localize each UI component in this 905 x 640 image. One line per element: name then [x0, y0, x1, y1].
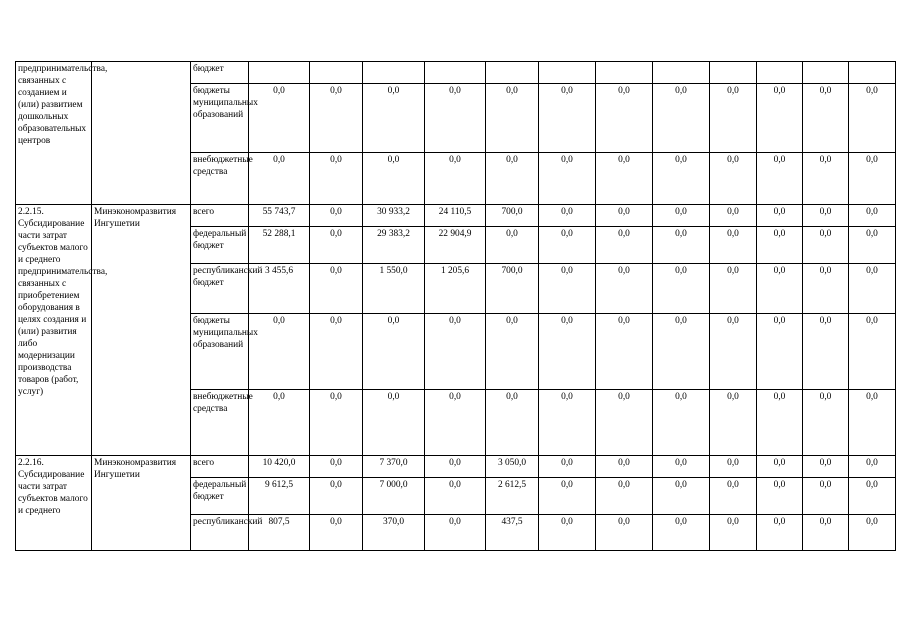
- amount-cell: 0,0: [425, 153, 486, 205]
- amount-cell: 0,0: [849, 456, 896, 478]
- amount-cell: 0,0: [249, 84, 310, 153]
- funding-source-cell: внебюджетные средства: [191, 153, 249, 205]
- amount-cell: 2 612,5: [486, 478, 539, 515]
- funding-source-cell: всего: [191, 205, 249, 227]
- amount-cell: 0,0: [539, 264, 596, 314]
- funding-source-cell: бюджет: [191, 62, 249, 84]
- amount-cell: 0,0: [596, 390, 653, 456]
- amount-cell: 0,0: [757, 264, 803, 314]
- amount-cell: 0,0: [710, 515, 757, 551]
- amount-cell: 0,0: [757, 84, 803, 153]
- amount-cell: 0,0: [596, 515, 653, 551]
- amount-cell: 0,0: [653, 314, 710, 390]
- funding-source-cell: внебюджетные средства: [191, 390, 249, 456]
- amount-cell: 0,0: [849, 264, 896, 314]
- amount-cell: 0,0: [539, 515, 596, 551]
- amount-cell: 0,0: [539, 153, 596, 205]
- amount-cell: [363, 62, 425, 84]
- amount-cell: 0,0: [596, 205, 653, 227]
- amount-cell: 0,0: [425, 515, 486, 551]
- amount-cell: 0,0: [425, 314, 486, 390]
- amount-cell: 0,0: [849, 390, 896, 456]
- funding-source-cell: бюджеты муниципальных образований: [191, 84, 249, 153]
- amount-cell: 30 933,2: [363, 205, 425, 227]
- amount-cell: 0,0: [596, 84, 653, 153]
- amount-cell: 0,0: [539, 456, 596, 478]
- measure-name-cell: 2.2.15. Субсидирование части затрат субъектов малого и среднего предпринимательства, связанных с приобретением оборудования в целях создания и (или) развития либо модернизации производства товаров (работ, услуг): [16, 205, 92, 456]
- amount-cell: [539, 62, 596, 84]
- funding-source-cell: республиканский: [191, 515, 249, 551]
- funding-source-cell: федеральный бюджет: [191, 478, 249, 515]
- amount-cell: 7 000,0: [363, 478, 425, 515]
- amount-cell: 0,0: [596, 478, 653, 515]
- table-row: [16, 205, 896, 227]
- amount-cell: 0,0: [539, 314, 596, 390]
- amount-cell: 0,0: [310, 456, 363, 478]
- amount-cell: 0,0: [249, 153, 310, 205]
- amount-cell: 22 904,9: [425, 227, 486, 264]
- amount-cell: 0,0: [849, 84, 896, 153]
- amount-cell: [596, 62, 653, 84]
- amount-cell: 0,0: [803, 84, 849, 153]
- executor-cell: [92, 62, 191, 205]
- amount-cell: 1 550,0: [363, 264, 425, 314]
- amount-cell: [249, 62, 310, 84]
- amount-cell: 0,0: [757, 456, 803, 478]
- amount-cell: 0,0: [757, 227, 803, 264]
- amount-cell: 0,0: [849, 478, 896, 515]
- amount-cell: 700,0: [486, 205, 539, 227]
- amount-cell: 0,0: [653, 153, 710, 205]
- amount-cell: 3 455,6: [249, 264, 310, 314]
- amount-cell: 0,0: [849, 314, 896, 390]
- amount-cell: 7 370,0: [363, 456, 425, 478]
- amount-cell: 0,0: [486, 227, 539, 264]
- amount-cell: 0,0: [757, 153, 803, 205]
- amount-cell: 0,0: [539, 390, 596, 456]
- amount-cell: 3 050,0: [486, 456, 539, 478]
- amount-cell: 0,0: [596, 153, 653, 205]
- amount-cell: 0,0: [310, 264, 363, 314]
- amount-cell: 10 420,0: [249, 456, 310, 478]
- table-body: [16, 62, 896, 551]
- amount-cell: 0,0: [310, 227, 363, 264]
- amount-cell: 0,0: [653, 205, 710, 227]
- amount-cell: 0,0: [310, 390, 363, 456]
- amount-cell: [710, 62, 757, 84]
- amount-cell: [486, 62, 539, 84]
- amount-cell: 0,0: [849, 227, 896, 264]
- funding-source-cell: бюджеты муниципальных образований: [191, 314, 249, 390]
- amount-cell: 0,0: [425, 84, 486, 153]
- amount-cell: 0,0: [803, 515, 849, 551]
- amount-cell: 0,0: [363, 314, 425, 390]
- table-row: [16, 456, 896, 478]
- amount-cell: 0,0: [710, 84, 757, 153]
- amount-cell: 0,0: [803, 264, 849, 314]
- amount-cell: [425, 62, 486, 84]
- amount-cell: 0,0: [486, 390, 539, 456]
- funding-source-cell: федеральный бюджет: [191, 227, 249, 264]
- executor-cell: Минэкономразвития Ингушетии: [92, 205, 191, 456]
- table-row: [16, 62, 896, 84]
- funding-source-cell: всего: [191, 456, 249, 478]
- amount-cell: 0,0: [757, 390, 803, 456]
- amount-cell: 0,0: [757, 314, 803, 390]
- amount-cell: 0,0: [803, 153, 849, 205]
- amount-cell: 370,0: [363, 515, 425, 551]
- amount-cell: 0,0: [757, 478, 803, 515]
- amount-cell: 807,5: [249, 515, 310, 551]
- amount-cell: 0,0: [310, 478, 363, 515]
- amount-cell: 0,0: [310, 153, 363, 205]
- amount-cell: 0,0: [249, 314, 310, 390]
- amount-cell: 0,0: [653, 264, 710, 314]
- amount-cell: 0,0: [803, 456, 849, 478]
- amount-cell: 9 612,5: [249, 478, 310, 515]
- amount-cell: 0,0: [596, 314, 653, 390]
- amount-cell: 52 288,1: [249, 227, 310, 264]
- amount-cell: 0,0: [363, 153, 425, 205]
- amount-cell: 0,0: [596, 227, 653, 264]
- amount-cell: 0,0: [710, 153, 757, 205]
- amount-cell: 24 110,5: [425, 205, 486, 227]
- amount-cell: 0,0: [653, 227, 710, 264]
- amount-cell: 0,0: [363, 84, 425, 153]
- amount-cell: [849, 62, 896, 84]
- amount-cell: 0,0: [310, 515, 363, 551]
- amount-cell: [757, 62, 803, 84]
- amount-cell: 0,0: [710, 205, 757, 227]
- amount-cell: 0,0: [425, 478, 486, 515]
- amount-cell: 0,0: [653, 478, 710, 515]
- amount-cell: 0,0: [757, 205, 803, 227]
- amount-cell: 0,0: [486, 153, 539, 205]
- amount-cell: 0,0: [363, 390, 425, 456]
- amount-cell: 700,0: [486, 264, 539, 314]
- amount-cell: [310, 62, 363, 84]
- funding-source-cell: республиканский бюджет: [191, 264, 249, 314]
- amount-cell: 0,0: [710, 227, 757, 264]
- amount-cell: 55 743,7: [249, 205, 310, 227]
- amount-cell: 0,0: [710, 314, 757, 390]
- budget-table: [15, 61, 896, 551]
- amount-cell: [653, 62, 710, 84]
- amount-cell: 0,0: [803, 205, 849, 227]
- amount-cell: 0,0: [539, 227, 596, 264]
- amount-cell: 29 383,2: [363, 227, 425, 264]
- measure-name-cell: предпринимательства, связанных с созданием и (или) развитием дошкольных образовательных центров: [16, 62, 92, 205]
- amount-cell: 0,0: [710, 264, 757, 314]
- amount-cell: 0,0: [710, 390, 757, 456]
- amount-cell: 0,0: [803, 390, 849, 456]
- amount-cell: 0,0: [310, 205, 363, 227]
- amount-cell: 0,0: [539, 84, 596, 153]
- amount-cell: 0,0: [596, 456, 653, 478]
- amount-cell: 1 205,6: [425, 264, 486, 314]
- amount-cell: 0,0: [539, 205, 596, 227]
- amount-cell: 0,0: [425, 456, 486, 478]
- amount-cell: 0,0: [710, 456, 757, 478]
- amount-cell: 0,0: [803, 227, 849, 264]
- amount-cell: 0,0: [486, 314, 539, 390]
- amount-cell: 437,5: [486, 515, 539, 551]
- amount-cell: 0,0: [849, 515, 896, 551]
- amount-cell: 0,0: [310, 314, 363, 390]
- amount-cell: 0,0: [653, 84, 710, 153]
- amount-cell: 0,0: [653, 456, 710, 478]
- measure-name-cell: 2.2.16. Субсидирование части затрат субъектов малого и среднего: [16, 456, 92, 551]
- executor-cell: Минэкономразвития Ингушетии: [92, 456, 191, 551]
- amount-cell: 0,0: [486, 84, 539, 153]
- amount-cell: 0,0: [849, 153, 896, 205]
- amount-cell: 0,0: [310, 84, 363, 153]
- amount-cell: [803, 62, 849, 84]
- amount-cell: 0,0: [249, 390, 310, 456]
- amount-cell: 0,0: [803, 314, 849, 390]
- amount-cell: 0,0: [653, 390, 710, 456]
- amount-cell: 0,0: [539, 478, 596, 515]
- amount-cell: 0,0: [596, 264, 653, 314]
- amount-cell: 0,0: [710, 478, 757, 515]
- amount-cell: 0,0: [757, 515, 803, 551]
- amount-cell: 0,0: [653, 515, 710, 551]
- amount-cell: 0,0: [425, 390, 486, 456]
- amount-cell: 0,0: [849, 205, 896, 227]
- amount-cell: 0,0: [803, 478, 849, 515]
